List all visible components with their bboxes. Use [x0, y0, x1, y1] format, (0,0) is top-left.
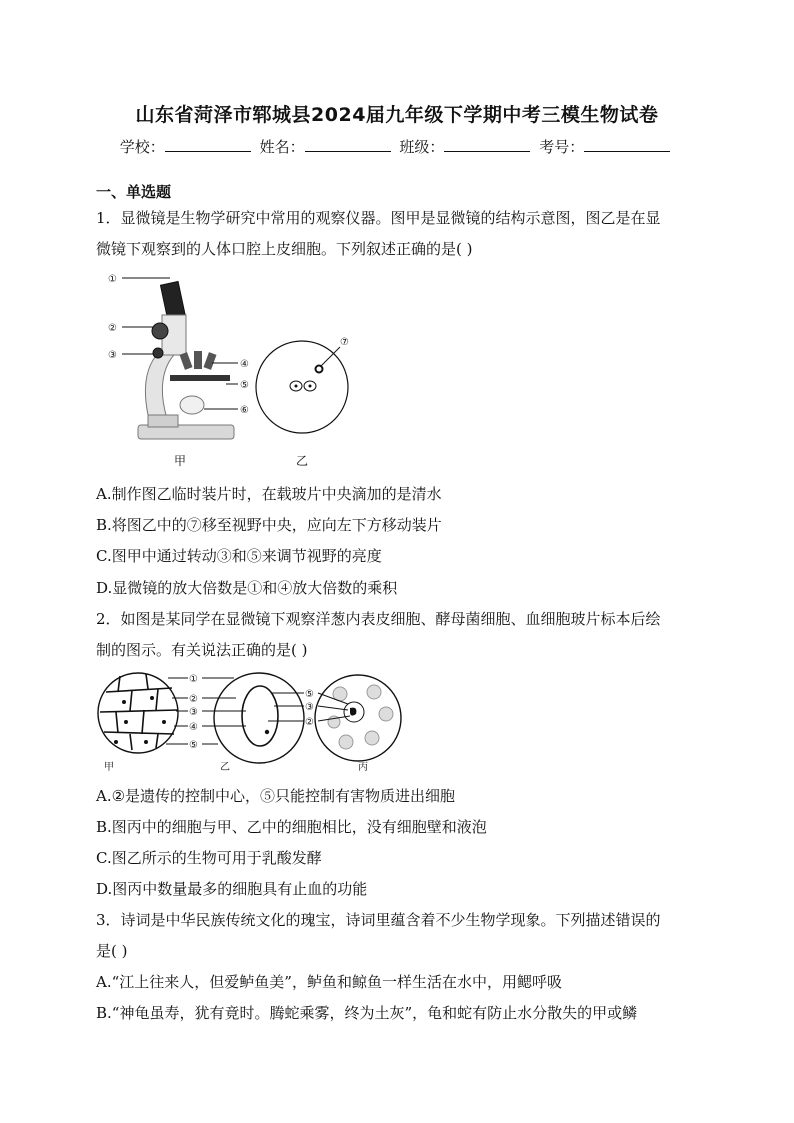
number-blank[interactable]: [584, 137, 670, 152]
label-2: ②: [108, 323, 117, 334]
q3-stem-line2: 是( ): [96, 942, 128, 960]
q1-stem-line2: 微镜下观察到的人体口腔上皮细胞。下列叙述正确的是( ): [96, 240, 473, 258]
label-4: ④: [240, 359, 249, 370]
caption-yi: 乙: [296, 454, 309, 468]
student-info-line: [0, 136, 794, 157]
q2-label-5: ⑤: [189, 740, 198, 751]
label-3: ③: [108, 350, 117, 361]
q3-stem-line1: 3．诗词是中华民族传统文化的瑰宝，诗词里蕴含着不少生物学现象。下列描述错误的: [96, 911, 661, 929]
label-1: ①: [108, 274, 117, 285]
class-label: 班级：: [399, 138, 445, 156]
q1-option-b[interactable]: B.将图乙中的⑦移至视野中央，应向左下方移动装片: [96, 516, 442, 534]
q1-figure: [100, 265, 370, 470]
caption-jia: 甲: [174, 454, 187, 468]
school-label: 学校：: [119, 138, 165, 156]
page-title: 山东省菏泽市郓城县2024届九年级下学期中考三模生物试卷: [135, 104, 659, 126]
q3-option-a[interactable]: A.“江上往来人，但爱鲈鱼美”，鲈鱼和鲸鱼一样生活在水中，用鳃呼吸: [96, 973, 562, 991]
q2-label-r2: ②: [305, 717, 314, 728]
school-blank[interactable]: [165, 137, 251, 152]
q2-label-4: ④: [189, 722, 198, 733]
name-label: 姓名：: [259, 138, 305, 156]
blood-cells-illustration: [315, 675, 401, 761]
q2-option-b[interactable]: B.图丙中的细胞与甲、乙中的细胞相比，没有细胞壁和液泡: [96, 818, 487, 836]
q2-caption-jia: 甲: [104, 762, 114, 772]
q2-caption-bing: 丙: [358, 762, 368, 772]
q2-label-3: ③: [189, 707, 198, 718]
label-6: ⑥: [240, 405, 249, 416]
q1-option-a[interactable]: A.制作图乙临时装片时，在载玻片中央滴加的是清水: [96, 485, 442, 503]
label-7: ⑦: [340, 337, 349, 348]
section-heading: 一、单选题: [96, 183, 172, 201]
q1-option-d[interactable]: D.显微镜的放大倍数是①和④放大倍数的乘积: [96, 579, 398, 597]
q2-figure: [96, 668, 406, 772]
microscope-illustration: [138, 282, 234, 439]
q2-stem-line2: 制的图示。有关说法正确的是( ): [96, 641, 308, 659]
number-label: 考号：: [539, 138, 585, 156]
onion-cells-illustration: [98, 673, 178, 753]
label-5: ⑤: [240, 380, 249, 391]
q2-option-a[interactable]: A.②是遗传的控制中心，⑤只能控制有害物质进出细胞: [96, 787, 456, 805]
q2-label-1: ①: [189, 674, 198, 685]
class-blank[interactable]: [444, 137, 530, 152]
q3-option-b[interactable]: B.“神龟虽寿，犹有竟时。腾蛇乘雾，终为土灰”，龟和蛇有防止水分散失的甲或鳞: [96, 1004, 638, 1022]
yeast-cell-illustration: [214, 673, 304, 763]
q2-label-r5: ⑤: [305, 689, 314, 700]
q2-option-c[interactable]: C.图乙所示的生物可用于乳酸发酵: [96, 849, 322, 867]
field-of-view: [256, 341, 348, 433]
q2-label-r3: ③: [305, 702, 314, 713]
q2-label-2: ②: [189, 694, 198, 705]
name-blank[interactable]: [305, 137, 391, 152]
q1-option-c[interactable]: C.图甲中通过转动③和⑤来调节视野的亮度: [96, 547, 382, 565]
q2-option-d[interactable]: D.图丙中数量最多的细胞具有止血的功能: [96, 880, 368, 898]
q2-caption-yi: 乙: [220, 762, 230, 772]
q1-stem-line1: 1．显微镜是生物学研究中常用的观察仪器。图甲是显微镜的结构示意图，图乙是在显: [96, 209, 661, 227]
q2-stem-line1: 2．如图是某同学在显微镜下观察洋葱内表皮细胞、酵母菌细胞、血细胞玻片标本后绘: [96, 610, 661, 628]
